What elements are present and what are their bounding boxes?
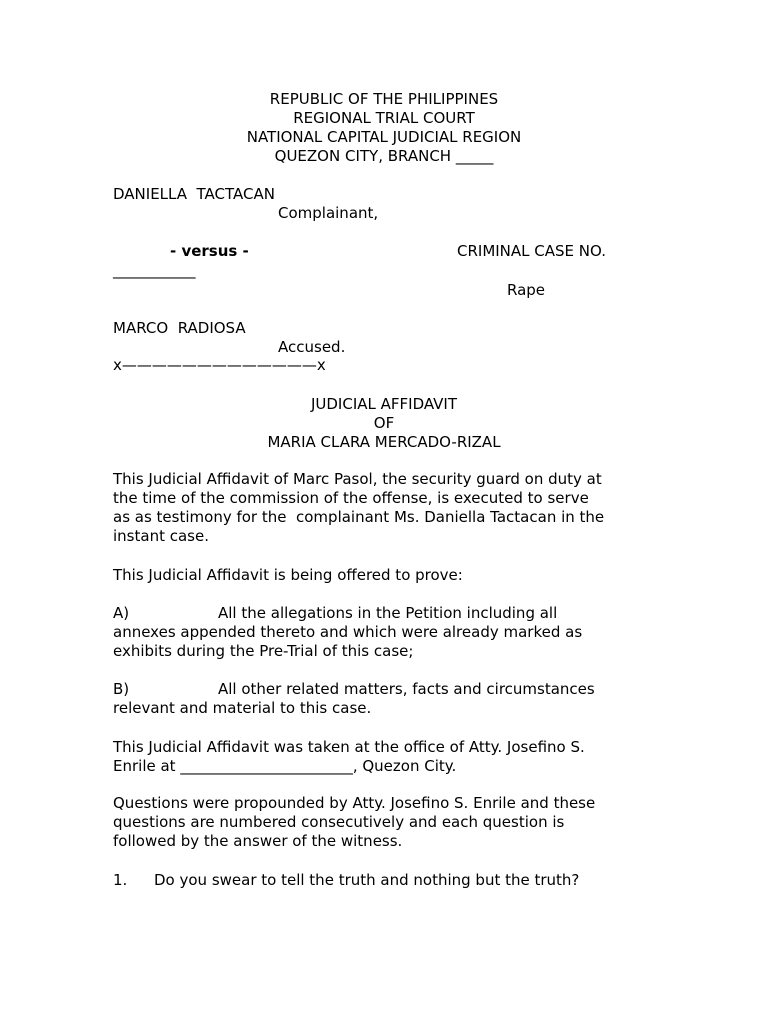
questions-line-2: questions are numbered consecutively and each question is bbox=[113, 813, 565, 831]
item-a-line-1: All the allegations in the Petition including all bbox=[218, 604, 558, 622]
question-1-number: 1. bbox=[113, 871, 128, 889]
caption-separator: x—————————————x bbox=[113, 356, 326, 374]
versus-label: - versus - bbox=[170, 242, 249, 260]
accused-role: Accused. bbox=[278, 338, 346, 356]
intro-line-4: instant case. bbox=[113, 527, 209, 545]
case-type: Rape bbox=[507, 281, 546, 299]
case-number-label: CRIMINAL CASE NO. bbox=[457, 242, 606, 260]
case-number-blank: ___________ bbox=[113, 261, 196, 279]
complainant-role: Complainant, bbox=[278, 204, 379, 222]
intro-line-2: the time of the commission of the offense, is executed to serve bbox=[113, 489, 589, 507]
item-a-line-2: annexes appended thereto and which were already marked as bbox=[113, 623, 583, 641]
affidavit-title-line-1: JUDICIAL AFFIDAVIT bbox=[310, 395, 458, 413]
item-a-line-3: exhibits during the Pre-Trial of this case; bbox=[113, 642, 414, 660]
court-header-line-3: NATIONAL CAPITAL JUDICIAL REGION bbox=[246, 128, 522, 146]
questions-line-1: Questions were propounded by Atty. Josefino S. Enrile and these bbox=[113, 794, 596, 812]
complainant-name: DANIELLA TACTACAN bbox=[113, 185, 275, 203]
court-header-line-1: REPUBLIC OF THE PHILIPPINES bbox=[269, 90, 499, 108]
taken-at-line-2: Enrile at _______________________, Quezon City. bbox=[113, 757, 457, 775]
accused-name: MARCO RADIOSA bbox=[113, 319, 246, 337]
item-b-line-2: relevant and material to this case. bbox=[113, 699, 372, 717]
item-b-label: B) bbox=[113, 680, 130, 698]
intro-line-3: as as testimony for the complainant Ms. Daniella Tactacan in the bbox=[113, 508, 605, 526]
affidavit-title-line-3: MARIA CLARA MERCADO-RIZAL bbox=[267, 433, 501, 451]
affidavit-title-line-2: OF bbox=[373, 414, 395, 432]
taken-at-line-1: This Judicial Affidavit was taken at the office of Atty. Josefino S. bbox=[113, 738, 585, 756]
offered-to-prove: This Judicial Affidavit is being offered to prove: bbox=[113, 566, 463, 584]
intro-line-1: This Judicial Affidavit of Marc Pasol, the security guard on duty at bbox=[113, 470, 602, 488]
questions-line-3: followed by the answer of the witness. bbox=[113, 832, 403, 850]
question-1-text: Do you swear to tell the truth and nothing but the truth? bbox=[154, 871, 580, 889]
court-header-line-4: QUEZON CITY, BRANCH _____ bbox=[274, 147, 494, 165]
item-a-label: A) bbox=[113, 604, 130, 622]
court-header-line-2: REGIONAL TRIAL COURT bbox=[293, 109, 475, 127]
item-b-line-1: All other related matters, facts and circumstances bbox=[218, 680, 595, 698]
intro-paragraph bbox=[113, 470, 658, 546]
